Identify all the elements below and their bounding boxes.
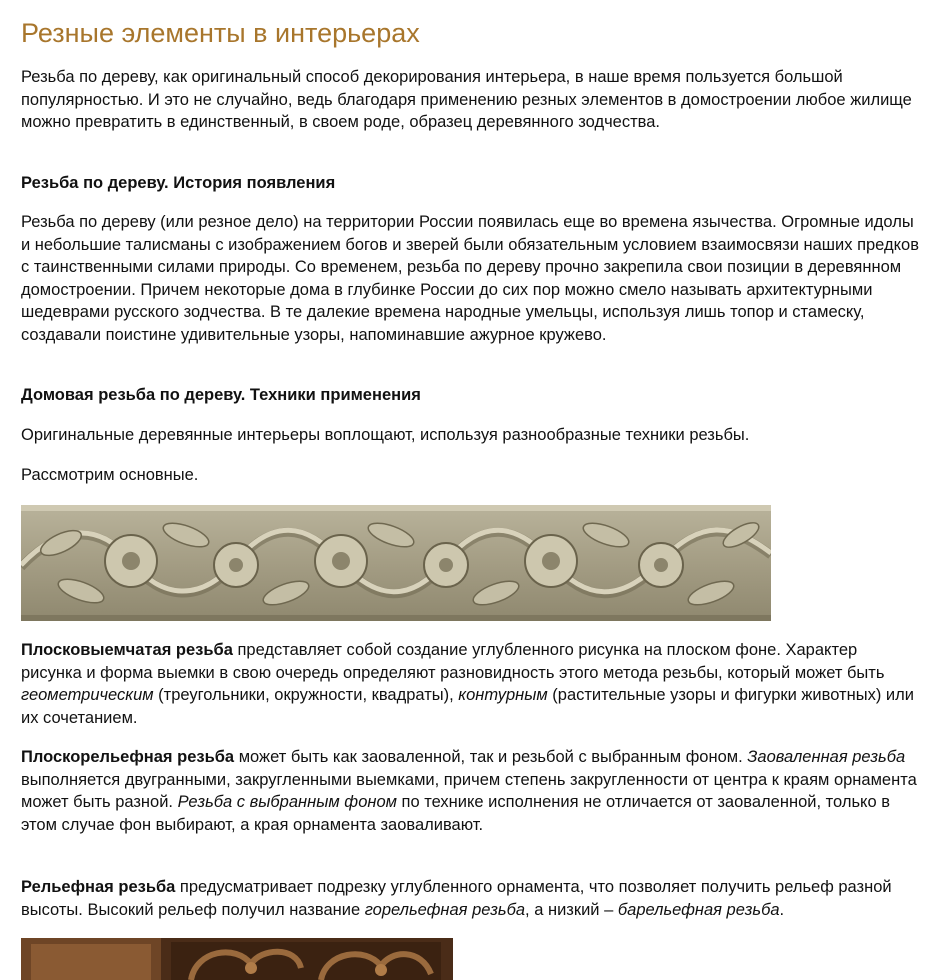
intro-paragraph: Резьба по дереву, как оригинальный способ декорирования интерьера, в наше время пользуется большой популярностью. И это не случайно, ведь благодаря применению резных элементов в домостроении любое жилище можно превратить в единственный, в своем роде, образец деревянного зодчества. xyxy=(21,68,912,131)
carved-frieze-image xyxy=(21,505,771,621)
techniques-lead: Рассмотрим основные. xyxy=(21,466,199,484)
techniques-heading: Домовая резьба по дереву. Техники применения xyxy=(21,386,421,404)
history-heading: Резьба по дереву. История появления xyxy=(21,174,336,192)
flat-relief-term: Плоскорельефная резьба xyxy=(21,748,235,766)
relief-paragraph: Рельефная резьба предусматривает подрезку углубленного орнамента, что позволяет получить рельеф разной высоты. Высокий рельеф получил название горельефная резьба, а низкий – барельефная резьба. xyxy=(21,878,892,919)
history-paragraph: Резьба по дереву (или резное дело) на территории России появилась еще во времена язычества. Огромные идолы и небольшие талисманы с изображением богов и зверей были обязательным условием взаимосвязи наших предков с таинственными силами природы. Со временем, резьба по дереву прочно закрепила свои позиции в деревянном домостроении. Причем некоторые дома в глубинке России до сих пор можно смело называть архитектурными шедеврами русского зодчества. В те далекие времена народные умельцы, используя лишь топор и стамеску, создавали поистине удивительные узоры, напоминавшие ажурное кружево. xyxy=(21,213,919,344)
flat-recessed-paragraph: Плосковыемчатая резьба представляет собой создание углубленного рисунка на плоском фоне. Характер рисунка и форма выемки в свою очередь определяют разновидность этого метода резьбы, который может быть геометрическим (треугольники, окружности, квадраты), контурным (растительные узоры и фигурки животных) или их сочетанием. xyxy=(21,641,914,727)
relief-term: Рельефная резьба xyxy=(21,878,176,896)
techniques-intro: Оригинальные деревянные интерьеры воплощают, используя разнообразные техники резьбы. xyxy=(21,426,750,444)
page-title: Резные элементы в интерьерах xyxy=(21,18,420,48)
flat-relief-paragraph: Плоскорельефная резьба может быть как заоваленной, так и резьбой с выбранным фоном. Заоваленная резьба выполняется двугранными, закругленными выемками, причем степень закругленности от центра к краям орнамента может быть разной. Резьба с выбранным фоном по технике исполнения не отличается от заоваленной, только в этом случае фон выбирают, а края орнамента заоваливают. xyxy=(21,748,917,834)
flat-recessed-term: Плосковыемчатая резьба xyxy=(21,641,233,659)
carved-furniture-image xyxy=(21,938,453,980)
